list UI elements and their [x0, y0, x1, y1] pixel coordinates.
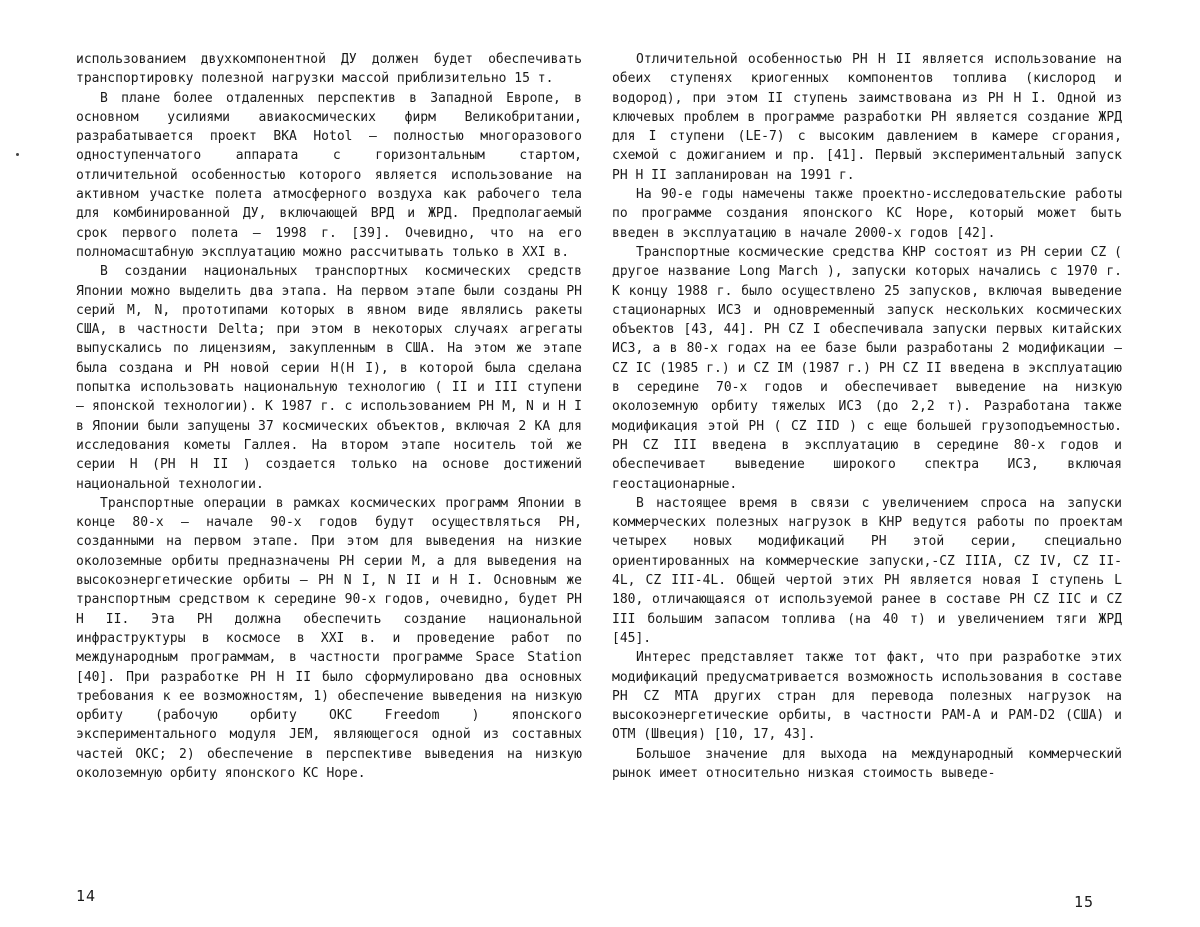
- paragraph: использованием двухкомпонентной ДУ должен будет обеспечивать транспортировку полезной нагрузки массой приблизительно 15 т.: [76, 52, 582, 87]
- scan-speck: [16, 153, 19, 156]
- paragraph: Интерес представляет также тот факт, что при разработке этих модификаций предусматривается возможность использования в составе РН CZ MTA других стран для перевода полезных нагрузок на высокоэнергетические орбиты, в частности PAM-A и PAM-D2 (США) и OTM (Швеция) [10, 17, 43].: [612, 650, 1122, 743]
- paragraph: Транспортные космические средства КНР состоят из РН серии CZ ( другое название Long March ), запуски которых начались с 1970 г. К концу 1988 г. было осуществлено 25 запусков, включая выведение стационарных ИСЗ и одновременный запуск нескольких космических объектов [43, 44]. РН CZ I обеспечивала запуски первых китайских ИСЗ, а в 80-х годах на ее базе были разработаны 2 модификации – CZ IC (1985 г.) и CZ IM (1987 г.) РН CZ II введена в эксплуатацию в середине 70-х годов и обеспечивает выведение на низкую околоземную орбиту тяжелых ИСЗ (до 2,2 т). Разработана также модификация этой РН ( CZ IID ) с еще большей грузоподъемностью. РН CZ III введена в эксплуатацию в середине 80-х годов и обеспечивает выведение широкого спектра ИСЗ, включая геостационарные.: [612, 244, 1122, 492]
- paragraph: В создании национальных транспортных космических средств Японии можно выделить два этапа. На первом этапе были созданы РН серий M, N, прототипами которых в явном виде являлись ракеты США, в частности Delta; при этом в некоторых случаях агрегаты выпускались по лицензиям, закупленным в США. На этом же этапе была создана и РН новой серии H(H I), в которой была сделана попытка использовать национальную технологию ( II и III ступени – японской технологии). К 1987 г. с использованием РН M, N и H I в Японии были запущены 37 космических объектов, включая 2 КА для исследования кометы Галлея. На втором этапе носитель той же серии H (РН H II ) создается только на основе достижений национальной технологии.: [76, 264, 582, 492]
- paragraph: В настоящее время в связи с увеличением спроса на запуски коммерческих полезных нагрузок в КНР ведутся работы по проектам четырех новых модификаций РН этой серии, специально ориентированных на коммерческие запуски,-CZ IIIA, CZ IV, CZ II-4L, CZ III-4L. Общей чертой этих РН является новая I ступень L 180, отличающаяся от используемой ранее в составе РН CZ IIC и CZ III большим запасом топлива (на 40 т) и увеличением тяги ЖРД [45].: [612, 495, 1122, 646]
- paragraph: В плане более отдаленных перспектив в Западной Европе, в основном усилиями авиакосмических фирм Великобритании, разрабатывается проект ВКА Hotol – полностью многоразового одноступенчатого аппарата с горизонтальным стартом, отличительной особенностью которого является использование на активном участке полета атмосферного воздуха как рабочего тела для комбинированной ДУ, включающей ВРД и ЖРД. Предполагаемый срок первого полета – 1998 г. [39]. Очевидно, что на его полномасштабную эксплуатацию можно рассчитывать только в XXI в.: [76, 90, 582, 260]
- paragraph: Отличительной особенностью РН H II является использование на обеих ступенях криогенных компонентов топлива (кислород и водород), при этом II ступень заимствована из РН H I. Одной из ключевых проблем в программе разработки РН является создание ЖРД для I ступени (LE-7) с высоким давлением в камере сгорания, схемой с дожиганием и пр. [41]. Первый экспериментальный запуск РН H II запланирован на 1991 г.: [612, 52, 1122, 183]
- paragraph: На 90-е годы намечены также проектно-исследовательские работы по программе создания японского КС Hope, который может быть введен в эксплуатацию в начале 2000-х годов [42].: [612, 187, 1122, 241]
- paragraph: Большое значение для выхода на международный коммерческий рынок имеет относительно низкая стоимость выведе-: [612, 746, 1122, 781]
- page-number-right: 15: [1074, 893, 1095, 911]
- left-page-body: [76, 50, 582, 783]
- right-page-body: [612, 50, 1122, 783]
- paragraph: Транспортные операции в рамках космических программ Японии в конце 80-х – начале 90-х годов будут осуществляться РН, созданными на первом этапе. При этом для выведения на низкие околоземные орбиты предназначены РН серии M, а для выведения на высокоэнергетические орбиты – РН N I, N II и H I. Основным же транспортным средством к середине 90-х годов, очевидно, будет РН H II. Эта РН должна обеспечить создание национальной инфраструктуры в космосе в XXI в. и проведение работ по международным программам, в частности программе Space Station [40]. При разработке РН H II было сформулировано два основных требования к ее возможностям, 1) обеспечение выведения на низкую орбиту (рабочую орбиту ОКС Freedom ) японского экспериментального модуля JEM, являющегося одной из составных частей ОКС; 2) обеспечение в перспективе выведения на низкую околоземную орбиту японского КС Hope.: [76, 495, 582, 781]
- page-number-left: 14: [76, 887, 97, 905]
